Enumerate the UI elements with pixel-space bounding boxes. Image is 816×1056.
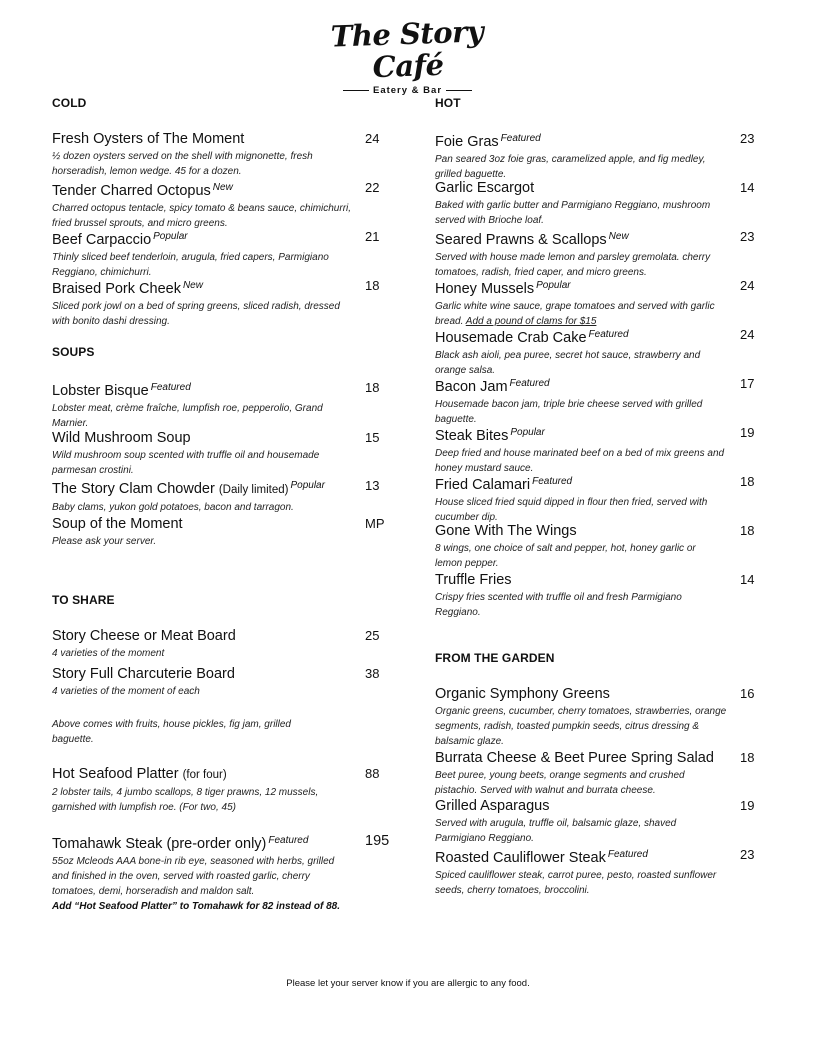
item-tag: Featured bbox=[532, 476, 573, 487]
item-description: Deep fried and house marinated beef on a bed of mix greens and honey mustard sauce. bbox=[435, 448, 725, 474]
item-name: Gone With The Wings bbox=[435, 523, 577, 539]
menu-item bbox=[52, 765, 392, 815]
item-price: 18 bbox=[740, 750, 755, 765]
logo-rule-right bbox=[446, 90, 472, 91]
item-description: 4 varieties of the moment of each bbox=[52, 686, 200, 697]
item-name: Fried Calamari bbox=[435, 477, 531, 493]
menu-item bbox=[435, 228, 765, 280]
menu-item bbox=[435, 685, 765, 749]
item-name: Tomahawk Steak (pre-order only) bbox=[52, 836, 267, 852]
menu-item bbox=[52, 515, 392, 549]
section-heading-to-share: TO SHARE bbox=[52, 593, 115, 607]
section-heading-garden: FROM THE GARDEN bbox=[435, 651, 555, 665]
item-name: Story Full Charcuterie Board bbox=[52, 666, 235, 682]
menu-item bbox=[52, 130, 392, 179]
menu-item bbox=[435, 179, 765, 228]
item-tag: Popular bbox=[536, 280, 571, 291]
item-description: Thinly sliced beef tenderloin, arugula, fried capers, Parmigiano Reggiano, chimichurri. bbox=[52, 252, 329, 278]
menu-item bbox=[435, 522, 765, 571]
menu-item bbox=[435, 846, 765, 898]
menu-item bbox=[435, 424, 765, 476]
menu-item bbox=[52, 429, 392, 478]
item-name: Steak Bites bbox=[435, 428, 509, 444]
menu-item bbox=[435, 749, 765, 798]
item-tag: Featured bbox=[150, 382, 191, 393]
item-price: 21 bbox=[365, 229, 380, 244]
share-note: Above comes with fruits, house pickles, fig jam, grilled baguette. bbox=[52, 719, 291, 745]
item-description: Organic greens, cucumber, cherry tomatoes, strawberries, orange segments, radish, toasted pumpkin seeds, citrus dressing & balsamic glaze. bbox=[435, 706, 727, 747]
item-name: Grilled Asparagus bbox=[435, 798, 550, 814]
menu-item bbox=[52, 665, 392, 699]
item-description: 2 lobster tails, 4 jumbo scallops, 8 tiger prawns, 12 mussels, garnished with lumpfish roe. (For two, 45) bbox=[52, 787, 319, 813]
item-description: 8 wings, one choice of salt and pepper, hot, honey garlic or lemon pepper. bbox=[435, 543, 696, 569]
item-description: Crispy fries scented with truffle oil and fresh Parmigiano Reggiano. bbox=[435, 592, 682, 618]
menu-item bbox=[435, 473, 765, 525]
item-name: Roasted Cauliflower Steak bbox=[435, 850, 606, 866]
item-price: 23 bbox=[740, 847, 755, 862]
item-name: Organic Symphony Greens bbox=[435, 686, 610, 702]
item-name: Lobster Bisque bbox=[52, 383, 149, 399]
item-tag: Popular bbox=[153, 231, 188, 242]
item-tag: New bbox=[182, 280, 203, 291]
logo-title: The Story Café bbox=[330, 14, 484, 85]
allergy-footer: Please let your server know if you are allergic to any food. bbox=[286, 978, 530, 989]
tomahawk-addon: Add “Hot Seafood Platter” to Tomahawk for 82 instead of 88. bbox=[52, 901, 341, 912]
item-name: Seared Prawns & Scallops bbox=[435, 232, 607, 248]
logo-subtitle-row bbox=[300, 85, 515, 96]
item-description: Charred octopus tentacle, spicy tomato & beans sauce, chimichurri, fried brussel sprouts, and micro greens. bbox=[52, 203, 352, 229]
item-description: Please ask your server. bbox=[52, 536, 157, 547]
item-price: 24 bbox=[740, 327, 755, 342]
item-description: Served with house made lemon and parsley gremolata. cherry tomatoes, radish, fried caper, and micro greens. bbox=[435, 252, 711, 278]
item-description: Housemade bacon jam, triple brie cheese served with grilled baguette. bbox=[435, 399, 703, 425]
item-name: Foie Gras bbox=[435, 134, 499, 150]
item-name: The Story Clam Chowder bbox=[52, 481, 215, 497]
menu-item bbox=[435, 375, 765, 427]
item-price: 22 bbox=[365, 180, 380, 195]
item-description-text: Garlic white wine sauce, grape tomatoes and served with garlic bread. bbox=[435, 301, 715, 327]
logo-rule-left bbox=[343, 90, 369, 91]
item-description: Black ash aioli, pea puree, secret hot sauce, strawberry and orange salsa. bbox=[435, 350, 701, 376]
menu-item bbox=[52, 477, 392, 515]
item-price: 88 bbox=[365, 766, 380, 781]
item-name: Tender Charred Octopus bbox=[52, 183, 211, 199]
item-name: Garlic Escargot bbox=[435, 180, 535, 196]
section-heading-soups: SOUPS bbox=[52, 345, 95, 359]
item-description: Baby clams, yukon gold potatoes, bacon and tarragon. bbox=[52, 502, 294, 513]
menu-item bbox=[52, 627, 392, 661]
item-name: Soup of the Moment bbox=[52, 516, 183, 532]
item-price: 18 bbox=[740, 474, 755, 489]
item-price: 24 bbox=[365, 131, 380, 146]
section-heading-cold: COLD bbox=[52, 96, 87, 110]
menu-item bbox=[52, 832, 392, 914]
restaurant-logo bbox=[300, 14, 515, 96]
item-name: Truffle Fries bbox=[435, 572, 512, 588]
item-name: Braised Pork Cheek bbox=[52, 281, 181, 297]
item-note: (Daily limited) bbox=[218, 484, 289, 496]
item-description: Spiced cauliflower steak, carrot puree, pesto, roasted sunflower seeds, cherry tomatoes, broccolini. bbox=[435, 870, 717, 896]
item-price: 14 bbox=[740, 180, 755, 195]
menu-item bbox=[435, 571, 765, 620]
item-price: 195 bbox=[365, 833, 390, 849]
item-name: Story Cheese or Meat Board bbox=[52, 628, 236, 644]
item-description: ½ dozen oysters served on the shell with mignonette, fresh horseradish, lemon wedge. 45 for a dozen. bbox=[52, 151, 313, 177]
item-price: 19 bbox=[740, 798, 755, 813]
menu-item bbox=[52, 179, 392, 231]
menu-item bbox=[52, 228, 392, 280]
item-note: (for four) bbox=[182, 769, 227, 781]
item-description: 55oz Mcleods AAA bone-in rib eye, seasoned with herbs, grilled and finished in the oven, served with roasted garlic, cherry tomatoes, demi, horseradish and maldon salt. bbox=[52, 856, 335, 897]
item-tag: New bbox=[212, 182, 233, 193]
item-description: Lobster meat, crème fraîche, lumpfish roe, pepperolio, Grand Marnier. bbox=[52, 403, 323, 429]
item-tag: Featured bbox=[268, 835, 309, 846]
section-heading-hot: HOT bbox=[435, 96, 461, 110]
item-price: 15 bbox=[365, 430, 380, 445]
item-description: 4 varieties of the moment bbox=[52, 648, 165, 659]
item-description: Pan seared 3oz foie gras, caramelized apple, and fig medley, grilled baguette. bbox=[435, 154, 706, 180]
menu-item bbox=[435, 797, 765, 846]
item-description bbox=[435, 299, 720, 329]
item-tag: Popular bbox=[510, 427, 545, 438]
menu-item bbox=[435, 130, 765, 182]
item-name: Burrata Cheese & Beet Puree Spring Salad bbox=[435, 750, 714, 766]
item-tag: Featured bbox=[607, 849, 648, 860]
menu-item bbox=[52, 277, 392, 329]
item-price: 16 bbox=[740, 686, 755, 701]
item-name: Honey Mussels bbox=[435, 281, 535, 297]
menu-item bbox=[52, 379, 392, 431]
add-clams-note: Add a pound of clams for $15 bbox=[465, 316, 597, 327]
item-name: Housemade Crab Cake bbox=[435, 330, 587, 346]
item-price: 18 bbox=[740, 523, 755, 538]
item-price: 14 bbox=[740, 572, 755, 587]
item-price: 38 bbox=[365, 666, 380, 681]
item-price: MP bbox=[365, 516, 385, 531]
item-name: Wild Mushroom Soup bbox=[52, 430, 191, 446]
item-price: 19 bbox=[740, 425, 755, 440]
item-price: 23 bbox=[740, 131, 755, 146]
logo-subtitle: Eatery & Bar bbox=[372, 85, 443, 96]
item-description: Wild mushroom soup scented with truffle oil and housemade parmesan crostini. bbox=[52, 450, 320, 476]
item-price: 25 bbox=[365, 628, 380, 643]
item-tag: Featured bbox=[500, 133, 541, 144]
item-price: 17 bbox=[740, 376, 755, 391]
item-price: 18 bbox=[365, 278, 380, 293]
item-tag: Featured bbox=[588, 329, 629, 340]
item-description: Sliced pork jowl on a bed of spring greens, sliced radish, dressed with bonito dashi dressing. bbox=[52, 301, 340, 327]
item-name: Bacon Jam bbox=[435, 379, 508, 395]
item-price: 23 bbox=[740, 229, 755, 244]
item-description: Beet puree, young beets, orange segments and crushed pistachio. Served with walnut and burrata cheese. bbox=[435, 770, 685, 796]
item-tag: New bbox=[608, 231, 629, 242]
menu-item bbox=[435, 277, 765, 329]
item-description: House sliced fried squid dipped in flour then fried, served with cucumber dip. bbox=[435, 497, 708, 523]
item-price: 13 bbox=[365, 478, 380, 493]
item-name: Fresh Oysters of The Moment bbox=[52, 131, 245, 147]
item-price: 18 bbox=[365, 380, 380, 395]
item-tag: Popular bbox=[290, 480, 325, 491]
menu-item bbox=[435, 326, 765, 378]
item-price: 24 bbox=[740, 278, 755, 293]
item-name: Hot Seafood Platter bbox=[52, 766, 179, 782]
item-tag: Featured bbox=[509, 378, 550, 389]
item-description: Served with arugula, truffle oil, balsamic glaze, shaved Parmigiano Reggiano. bbox=[435, 818, 677, 844]
item-description: Baked with garlic butter and Parmigiano Reggiano, mushroom served with Brioche loaf. bbox=[435, 200, 711, 226]
item-name: Beef Carpaccio bbox=[52, 232, 152, 248]
